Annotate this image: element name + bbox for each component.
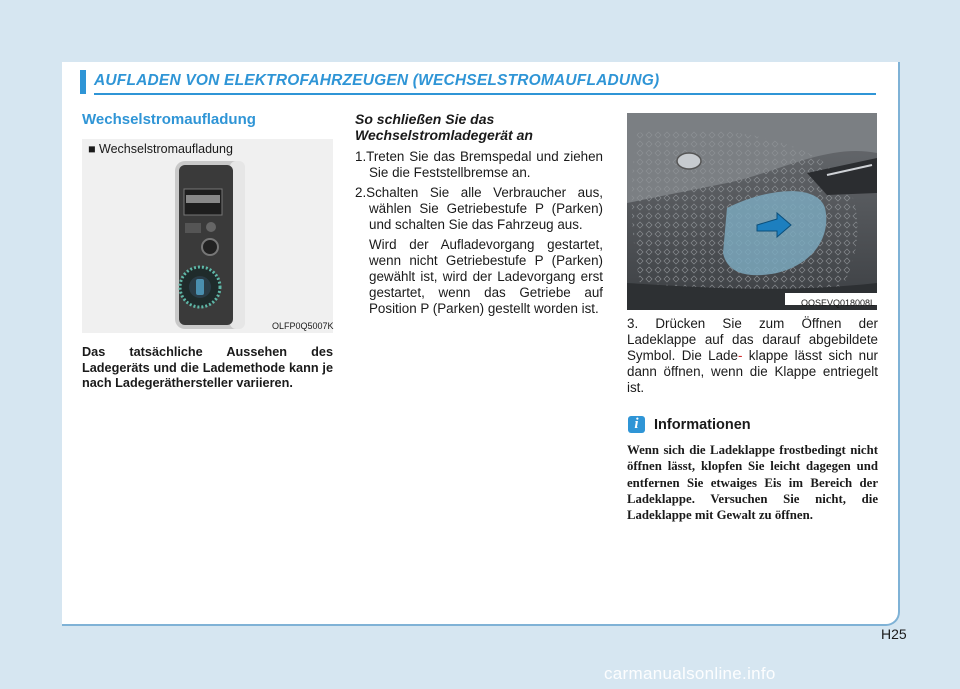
header-rule (94, 93, 876, 95)
info-text: Wenn sich die Ladeklappe frostbedingt nicht öffnen lässt, klopfen Sie leicht dagegen und entfernen Sie etwaiges Eis im Bereich der Ladeklappe. Versuchen Sie nicht, die Ladeklappe mit Gewalt zu öffnen. (627, 443, 878, 523)
wallbox-charger-illustration (82, 139, 333, 333)
figure-caption: ■ Wechselstromaufladung (88, 142, 233, 156)
connect-steps (355, 149, 603, 317)
step-2: 2.Schalten Sie alle Verbraucher aus, wählen Sie Getriebestufe P (Parken) und schalten Sie das Fahrzeug aus. (355, 185, 603, 232)
charge-door-photo (627, 113, 877, 310)
page-number: H25 (881, 626, 907, 642)
info-title: Informationen (654, 417, 751, 433)
charger-note: Das tatsächliche Aussehen des Ladegeräts und die Lademethode kann je nach Ladegeräthersteller variieren. (82, 345, 333, 390)
step-3-text-a: 3. Drücken Sie zum Öffnen der Ladeklappe auf das darauf abgebildete Symbol. Die Lade (627, 316, 878, 363)
step-3 (627, 316, 878, 396)
photo-code: OOSEVQ018008L (800, 298, 875, 308)
middle-heading: So schließen Sie das Wechselstromladegerät an (355, 111, 533, 143)
car-front-charge-door-image (627, 113, 877, 310)
charger-figure (82, 139, 333, 333)
step-2-note: Wird der Aufladevorgang gestartet, wenn nicht Getriebestufe P (Parken) gewählt ist, wird der Ladevorgang erst gestartet, wenn das Getriebe auf Position P (Parken) gestellt worden ist. (369, 237, 603, 316)
step-3-text-b: klappe lässt sich nur dann öffnen, wenn die Klappe entriegelt ist. (627, 348, 878, 395)
left-heading: Wechselstromaufladung (82, 111, 256, 128)
info-icon: i (628, 416, 645, 433)
step-1: 1.Treten Sie das Bremspedal und ziehen Sie die Feststellbremse an. (355, 149, 603, 180)
step-3-hyphen: - (737, 348, 743, 363)
header-accent-bar (80, 70, 86, 94)
figure-code: OLFP0Q5007K (272, 321, 334, 331)
watermark-text: carmanualsonline.info (604, 664, 776, 683)
section-header-title: AUFLADEN VON ELEKTROFAHRZEUGEN (WECHSELSTROMAUFLADUNG) (94, 72, 660, 89)
